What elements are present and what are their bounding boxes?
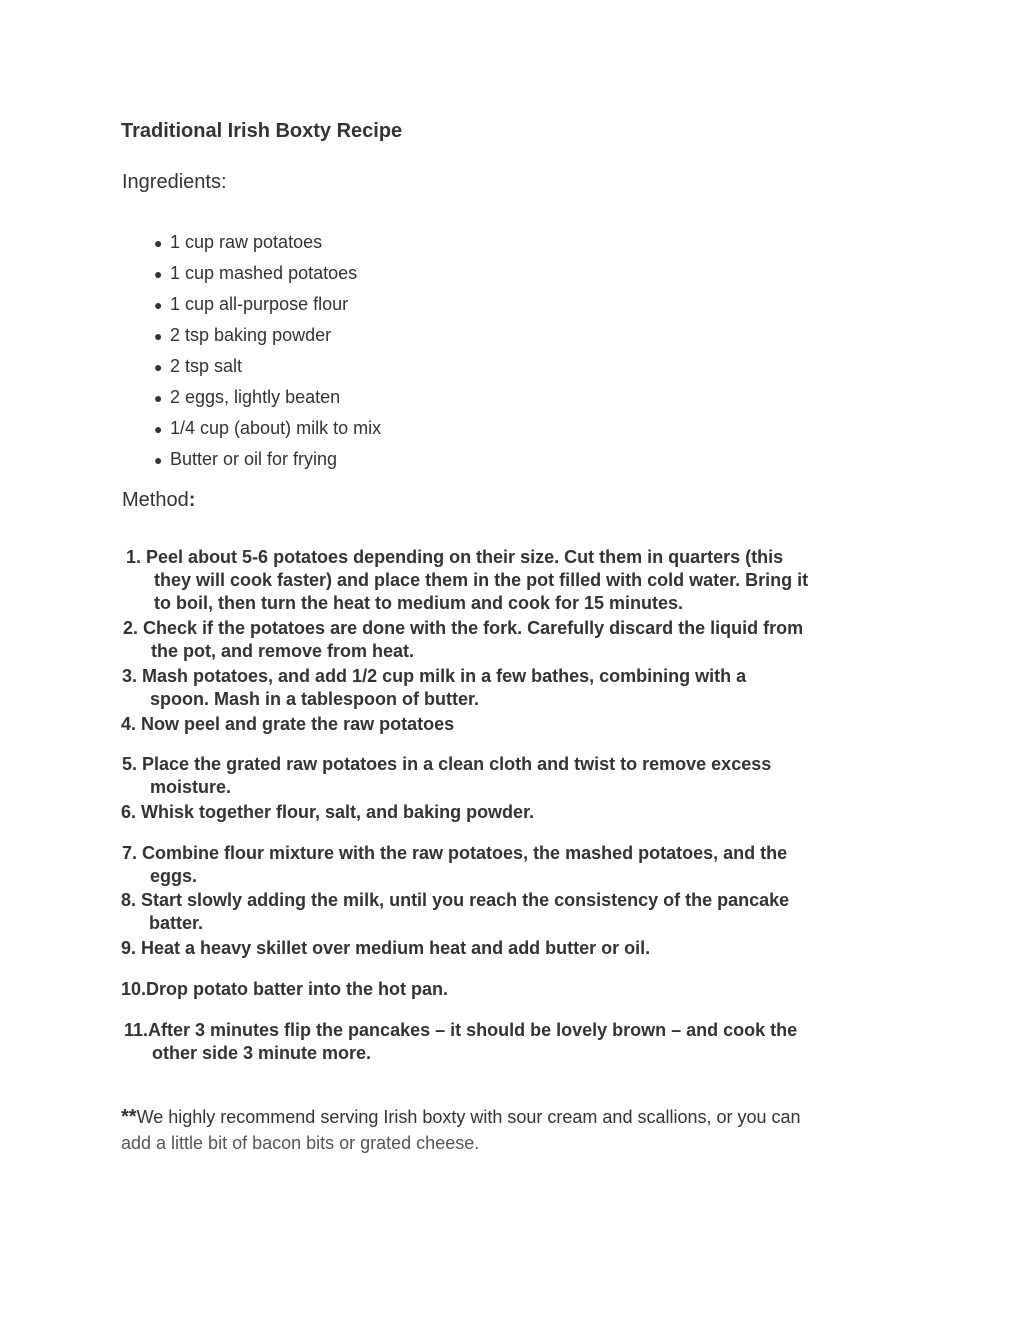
ingredient-item: ● 1/4 cup (about) milk to mix [154,413,381,444]
ingredient-item: ● 1 cup all-purpose flour [154,289,381,320]
bullet-icon: ● [154,297,163,313]
ingredient-item: ● 1 cup raw potatoes [154,227,381,258]
method-step: 9. Heat a heavy skillet over medium heat and add butter or oil. [121,938,651,958]
bullet-icon: ● [154,452,163,468]
ingredient-item: ● Butter or oil for frying [154,444,381,475]
bullet-icon: ● [154,421,163,437]
ingredient-item: ● 2 tsp salt [154,351,381,382]
method-step: 2. Check if the potatoes are done with the fork. Carefully discard the liquid from the pot, and remove from heat. [123,618,804,661]
method-heading: Method: [122,489,196,511]
bullet-icon: ● [154,235,163,251]
serving-note: **We highly recommend serving Irish boxty with sour cream and scallions, or you can add a little bit of bacon bits or grated cheese. [121,1106,801,1153]
ingredient-item: ● 1 cup mashed potatoes [154,258,381,289]
ingredient-item: ● 2 tsp baking powder [154,320,381,351]
bullet-icon: ● [154,390,163,406]
ingredient-item: ● 2 eggs, lightly beaten [154,382,381,413]
method-step: 7. Combine flour mixture with the raw potatoes, the mashed potatoes, and the eggs. [122,843,788,886]
method-step: 4. Now peel and grate the raw potatoes [121,714,455,734]
method-step: 10.Drop potato batter into the hot pan. [121,979,448,999]
bullet-icon: ● [154,328,163,344]
method-step: 5. Place the grated raw potatoes in a clean cloth and twist to remove excess moisture. [122,754,772,797]
bullet-icon: ● [154,266,163,282]
note-asterisks: ** [121,1106,137,1128]
method-step: 6. Whisk together flour, salt, and baking powder. [121,802,535,822]
method-step: 8. Start slowly adding the milk, until you reach the consistency of the pancake batter. [121,890,790,933]
method-step: 3. Mash potatoes, and add 1/2 cup milk in a few bathes, combining with a spoon. Mash in a tablespoon of butter. [122,666,747,709]
bullet-icon: ● [154,359,163,375]
method-step: 11.After 3 minutes flip the pancakes – it should be lovely brown – and cook the other side 3 minute more. [124,1020,798,1063]
method-step: 1. Peel about 5-6 potatoes depending on their size. Cut them in quarters (this they will cook faster) and place them in the pot filled with cold water. Bring it to boil, then turn the heat to medium and cook for 15 minutes. [126,547,809,613]
recipe-title: Traditional Irish Boxty Recipe [121,120,403,142]
ingredients-heading: Ingredients: [122,171,227,193]
